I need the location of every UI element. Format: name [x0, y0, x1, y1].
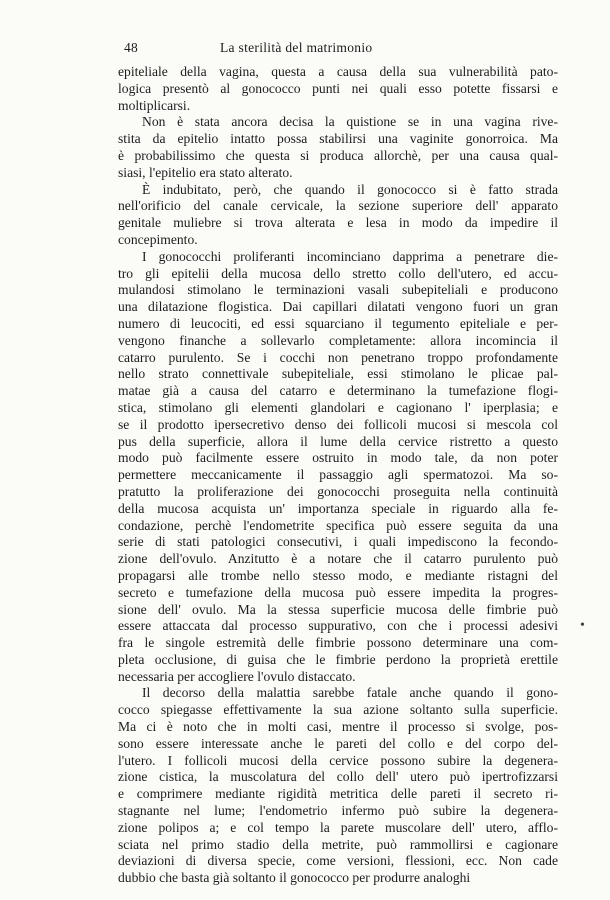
text-line: se il prodotto ipersecretivo denso dei follicoli mucosi si mescola col	[118, 416, 558, 432]
text-line: serie di stati patologici consecutivi, i quali impediscono la fecondo-	[118, 534, 558, 550]
text-line: sione dell' ovulo. Ma la stessa superficie mucosa delle fimbrie può	[118, 601, 558, 617]
text-line: secreto e tumefazione della mucosa può essere impedita la progres-	[118, 584, 558, 600]
text-line: vengono finanche a sollevarlo completamente: allora incomincia il	[118, 332, 558, 348]
text-line: pleta occlusione, di guisa che le fimbrie perdono la proprietà erettile	[118, 651, 558, 667]
text-line: fra le singole estremità delle fimbrie possono determinare una com-	[118, 635, 558, 651]
text-line: essere attaccata dal processo suppurativo, con che i processi adesivi	[118, 618, 558, 634]
running-title: La sterilità del matrimonio	[220, 40, 373, 55]
page-number: 48	[124, 40, 139, 55]
text-line: Non è stata ancora decisa la quistione se in una vagina rive-	[142, 114, 558, 130]
text-line: mulandosi stimolano le terminazioni vasali subepiteliali e producono	[118, 282, 558, 298]
body-text	[118, 64, 558, 887]
paragraph	[118, 64, 558, 114]
text-line: nello strato connettivale subepiteliale, essi stimolano le plicae pal-	[118, 366, 558, 382]
text-line: sono essere interessate anche le pareti del collo e del corpo del-	[118, 735, 558, 751]
text-line: e comprimere mediante rigidità metritica delle pareti il secreto ri-	[118, 786, 558, 802]
page-header	[124, 40, 556, 60]
paragraph	[118, 182, 558, 249]
text-line: catarro purulento. Se i cocchi non penetrano troppo profondamente	[118, 349, 558, 365]
text-line: sciata nel primo stadio della metrite, può rammollirsi e cagionare	[118, 836, 558, 852]
text-line: stica, stimolano gli elementi glandolari e cagionano l' iperplasia; e	[118, 399, 558, 415]
margin-mark: •	[580, 618, 585, 633]
text-line: siasi, l'epitelio era stato alterato.	[118, 164, 293, 180]
text-line: è probabilissimo che questa si produca allorchè, per una causa qual-	[118, 147, 558, 163]
text-line: stagnante nel lume; l'endometrio infermo può subire la degenera-	[118, 803, 558, 819]
paragraph	[118, 249, 558, 686]
text-line: matae già a causa del catarro e determinano la tumefazione flogi-	[118, 383, 558, 399]
text-line: necessaria per accogliere l'ovulo distaccato.	[118, 668, 356, 684]
text-line: deviazioni di diversa specie, come versioni, flessioni, ecc. Non cade	[118, 853, 558, 869]
text-line: dubbio che basta già soltanto il gonococco per produrre analoghi	[118, 870, 471, 886]
text-line: I gonococchi proliferanti incominciano dapprima a penetrare die-	[142, 248, 558, 264]
text-line: l'utero. I follicoli mucosi della cervice possono subire la degenera-	[118, 752, 558, 768]
text-line: condazione, perchè l'endometrite specifica può essere seguita da una	[118, 517, 558, 533]
text-line: logica presentò al gonococco punti nei quali esso potette fissarsi e	[118, 80, 558, 96]
paragraph	[118, 685, 558, 887]
text-line: pus della superficie, allora il lume della cervice ristretto a questo	[118, 433, 558, 449]
text-line: Ma ci è noto che in molti casi, mentre il processo si svolge, pos-	[118, 719, 558, 735]
text-line: concepimento.	[118, 231, 198, 247]
text-line: pratutto la proliferazione dei gonococchi proseguita nella continuità	[118, 483, 558, 499]
text-line: tro gli epitelii della mucosa dello stretto collo dell'utero, ed accu-	[118, 265, 558, 281]
text-line: una dilatazione flogistica. Dai capillari dilatati vengono fuori un gran	[118, 299, 558, 315]
text-line: permettere meccanicamente il passaggio agli spermatozoi. Ma so-	[118, 467, 558, 483]
text-line: Il decorso della malattia sarebbe fatale anche quando il gono-	[142, 685, 558, 701]
text-line: numero di leucociti, ed essi squarciano il tegumento epiteliale e per-	[118, 315, 558, 331]
text-line: zione cistica, la muscolatura del collo dell' utero può ipertrofizzarsi	[118, 769, 558, 785]
text-line: stita da epitelio intatto possa stabilirsi una vaginite gonorroica. Ma	[118, 131, 558, 147]
text-line: nell'orificio del canale cervicale, la sezione superiore dell' apparato	[118, 198, 558, 214]
paragraph	[118, 114, 558, 181]
text-line: della mucosa acquista un' importanza speciale in riguardo alla fe-	[118, 500, 558, 516]
text-line: propagarsi alle trombe nello stesso modo, e mediante ristagni del	[118, 567, 558, 583]
text-line: epiteliale della vagina, questa a causa della sua vulnerabilità pato-	[118, 64, 558, 79]
text-line: cocco spiegasse effettivamente la sua azione soltanto sulla superficie.	[118, 702, 558, 718]
text-line: moltiplicarsi.	[118, 97, 191, 113]
text-line: modo può facilmente essere ostruito in modo tale, da non poter	[118, 450, 558, 466]
text-line: genitale muliebre si trova alterata e lesa in modo da impedire il	[118, 215, 558, 231]
text-line: zione polipos a; e col tempo la parete muscolare dell' utero, afflo-	[118, 819, 558, 835]
text-line: È indubitato, però, che quando il gonococco si è fatto strada	[142, 181, 558, 197]
text-line: zione dell'ovulo. Anzitutto è a notare che il catarro purulento può	[118, 551, 558, 567]
